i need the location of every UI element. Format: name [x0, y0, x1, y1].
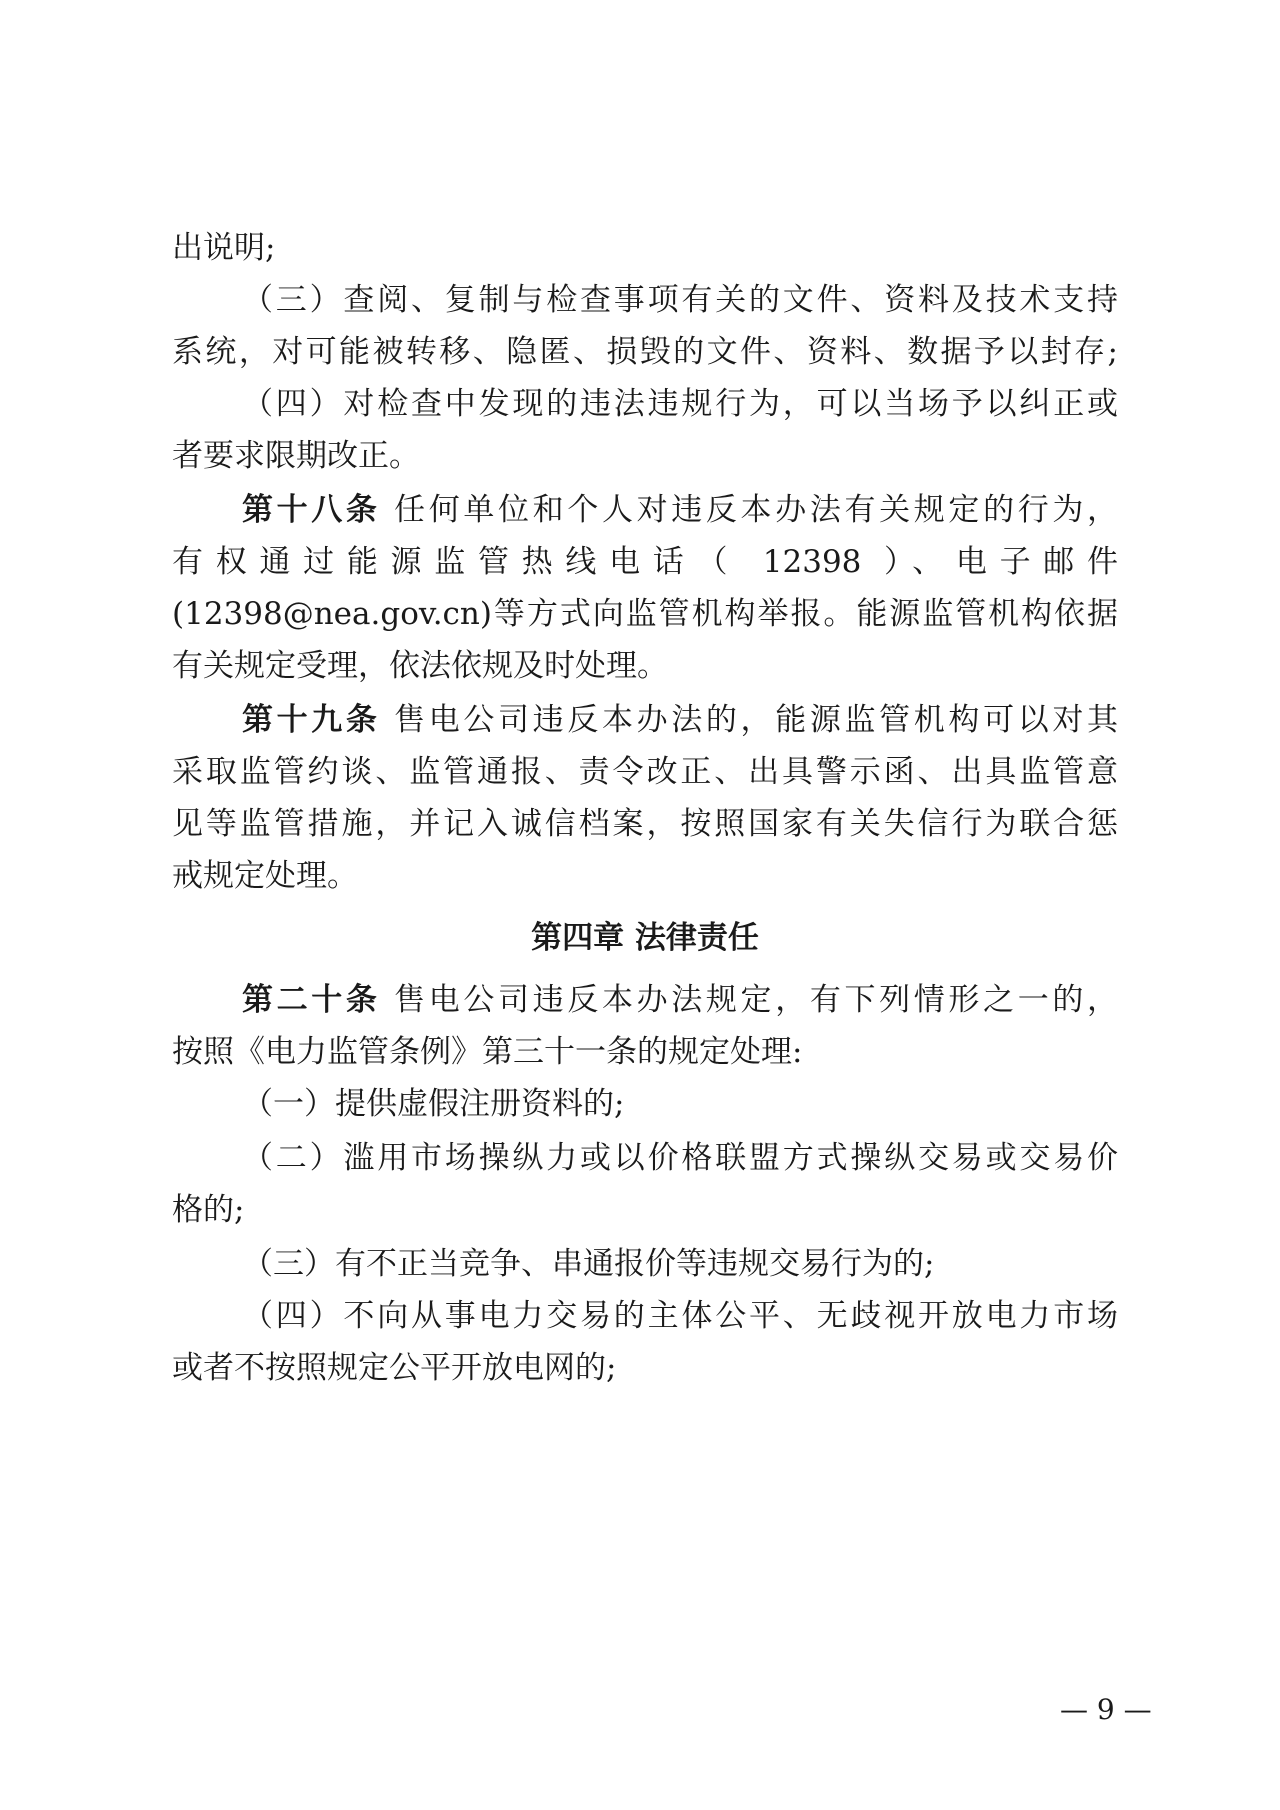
text-segment: （二）滥用市场操纵力或以价格联盟方式操纵交易或交易价 [242, 1140, 1118, 1176]
text-segment: 有权通过能源监管热线电话（ 12398 ）、电子邮件 [172, 544, 1118, 580]
page-number: — 9 — [1060, 1693, 1152, 1726]
text-line-7 [172, 542, 1118, 582]
text-segment: 系统，对可能被转移、隐匿、损毁的文件、资料、数据予以封存; [172, 334, 1118, 370]
text-line-18 [172, 1138, 1118, 1178]
text-line-3 [172, 332, 1118, 372]
text-line-4 [172, 384, 1118, 424]
text-segment: 第四章 法律责任 [531, 920, 759, 956]
text-segment: 售电公司违反本办法的，能源监管机构可以对其 [380, 702, 1118, 738]
text-line-13 [172, 856, 1118, 896]
text-line-6 [172, 490, 1118, 530]
text-segment: 或者不按照规定公平开放电网的; [172, 1350, 617, 1386]
text-segment: （四）对检查中发现的违法违规行为，可以当场予以纠正或 [242, 386, 1118, 422]
article-heading: 第十九条 [242, 702, 381, 738]
text-line-15 [172, 980, 1118, 1020]
text-line-19 [172, 1190, 1118, 1230]
text-line-16 [172, 1032, 1118, 1072]
text-segment: （一）提供虚假注册资料的; [242, 1086, 625, 1122]
article-heading: 第二十条 [242, 982, 381, 1018]
text-line-21 [172, 1296, 1118, 1336]
text-segment: 有关规定受理，依法依规及时处理。 [172, 648, 668, 684]
text-line-12 [172, 804, 1118, 844]
text-segment: 售电公司违反本办法规定，有下列情形之一的， [380, 982, 1118, 1018]
text-line-11 [172, 752, 1118, 792]
text-segment: （三）查阅、复制与检查事项有关的文件、资料及技术支持 [242, 282, 1118, 318]
text-segment: 戒规定处理。 [172, 858, 358, 894]
text-line-1 [172, 228, 1118, 268]
text-line-2 [172, 280, 1118, 320]
chapter-heading [172, 918, 1118, 958]
text-segment: （四）不向从事电力交易的主体公平、无歧视开放电力市场 [242, 1298, 1118, 1334]
text-line-5 [172, 436, 1118, 476]
text-segment: 任何单位和个人对违反本办法有关规定的行为， [380, 492, 1118, 528]
text-segment: 出说明; [172, 230, 276, 266]
article-heading: 第十八条 [242, 492, 381, 528]
text-line-17 [172, 1084, 1118, 1124]
text-line-9 [172, 646, 1118, 686]
text-segment: 见等监管措施，并记入诚信档案，按照国家有关失信行为联合惩 [172, 806, 1118, 842]
text-line-20 [172, 1244, 1118, 1284]
text-segment: 按照《电力监管条例》第三十一条的规定处理: [172, 1034, 803, 1070]
text-segment: (12398@nea.gov.cn)等方式向监管机构举报。能源监管机构依据 [172, 596, 1118, 632]
text-segment: 格的; [172, 1192, 245, 1228]
text-line-8 [172, 594, 1118, 634]
text-segment: （三）有不正当竞争、串通报价等违规交易行为的; [242, 1246, 935, 1282]
text-line-22 [172, 1348, 1118, 1388]
text-segment: 采取监管约谈、监管通报、责令改正、出具警示函、出具监管意 [172, 754, 1118, 790]
text-segment: 者要求限期改正。 [172, 438, 420, 474]
text-line-10 [172, 700, 1118, 740]
